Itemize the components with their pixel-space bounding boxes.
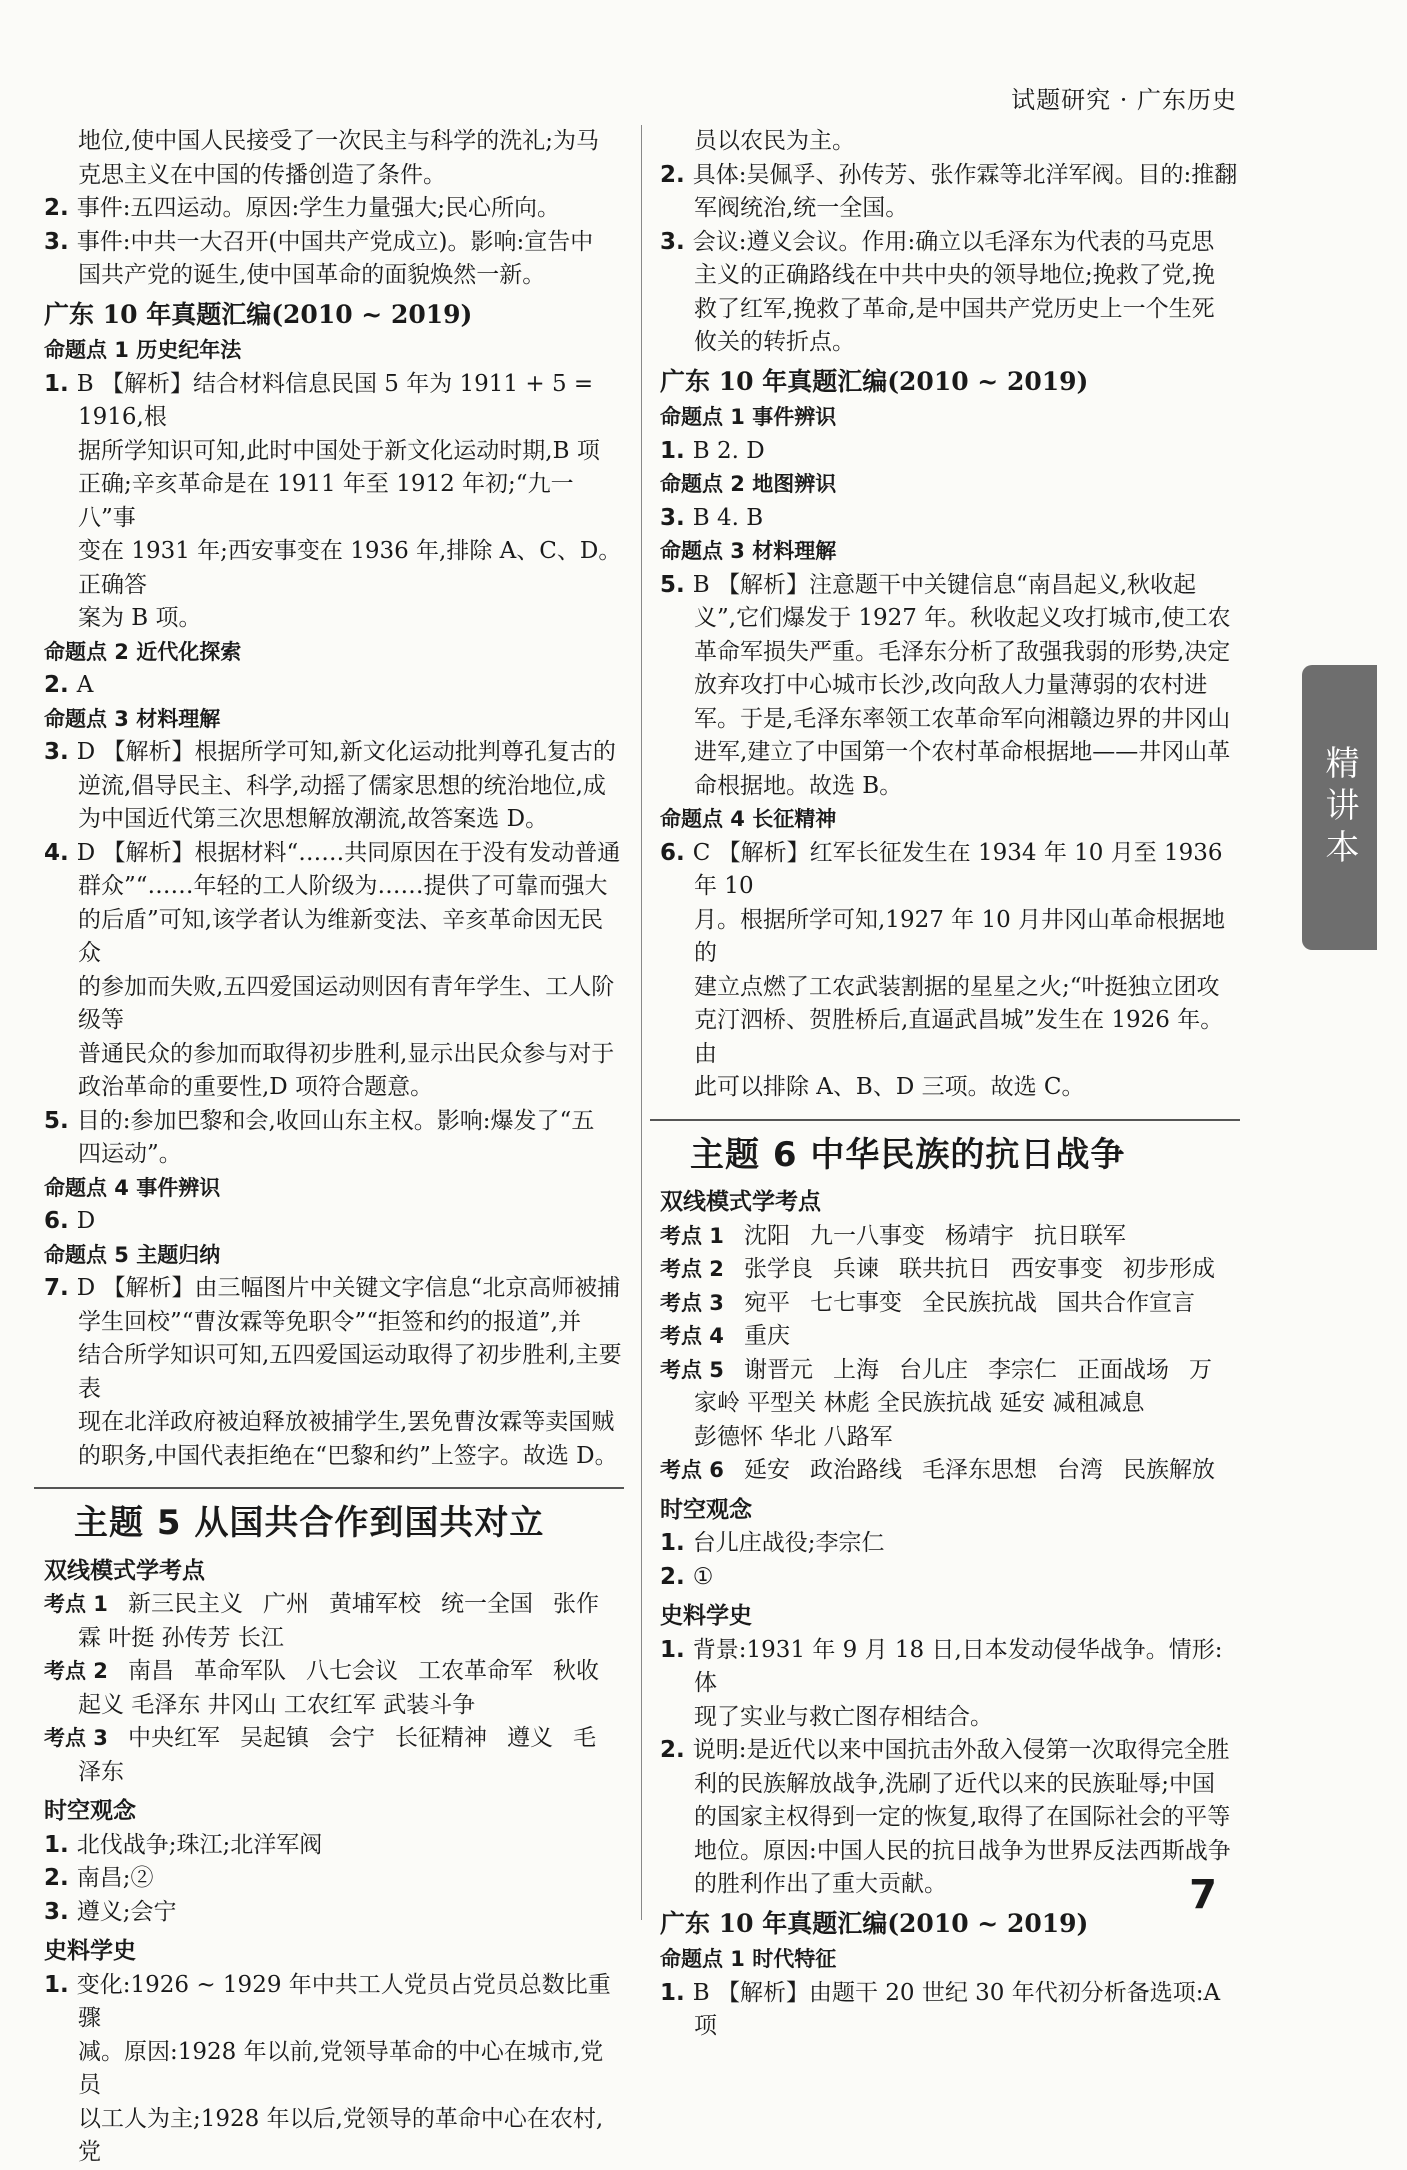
key-term: 西安事变 xyxy=(1010,1256,1103,1282)
key-term: 正面战场 xyxy=(1076,1356,1169,1383)
text-line: 国共产党的诞生,使中国革命的面貌焕然一新。 xyxy=(78,262,546,288)
question-point-heading: 命题点 3 材料理解 xyxy=(660,539,837,563)
topic-title: 主题 6 中华民族的抗日战争 xyxy=(690,1134,1126,1175)
text-line: 现了实业与救亡图存相结合。 xyxy=(694,1703,993,1730)
answer-item xyxy=(660,569,1240,603)
item-number: 3. xyxy=(44,739,77,765)
section-heading: 广东 10 年真题汇编(2010 ~ 2019) xyxy=(660,366,1089,396)
key-point-label: 考点 2 xyxy=(660,1257,724,1281)
key-point-line xyxy=(660,1320,1240,1354)
key-point-label: 考点 3 xyxy=(660,1290,724,1315)
text-line: 的胜利作出了重大贡献。 xyxy=(694,1871,947,1897)
answer-item xyxy=(44,1272,624,1306)
text-line: 以工人为主;1928 年以后,党领导的革命中心在农村,党 xyxy=(78,2105,604,2165)
key-term: 七七事变 xyxy=(809,1289,902,1316)
text-line: 为中国近代第三次思想解放潮流,故答案选 D。 xyxy=(78,806,549,832)
item-number: 1. xyxy=(44,1971,77,1998)
text-line: 进军,建立了中国第一个农村革命根据地——井冈山革 xyxy=(694,739,1231,765)
text-line: 军。于是,毛泽东率领工农革命军向湘赣边界的井冈山 xyxy=(694,705,1231,732)
text-line: 命根据地。故选 B。 xyxy=(694,772,903,799)
text-line: 霖 叶挺 孙传芳 长江 xyxy=(78,1624,284,1651)
key-term: 全民族抗战 xyxy=(921,1289,1037,1316)
key-point-line xyxy=(660,1220,1240,1254)
key-term: 谢晋元 xyxy=(743,1356,813,1383)
item-text: ① xyxy=(692,1563,714,1590)
text-line: 据所学知识可知,此时中国处于新文化运动时期,B 项 xyxy=(78,437,600,464)
text-line: 减。原因:1928 年以前,党领导革命的中心在城市,党员 xyxy=(78,2038,604,2098)
section-heading: 广东 10 年真题汇编(2010 ~ 2019) xyxy=(44,299,473,329)
text-line: 月。根据所学可知,1927 年 10 月井冈山革命根据地的 xyxy=(694,906,1226,966)
key-term: 中央红军 xyxy=(127,1725,220,1751)
item-text: A xyxy=(76,672,94,698)
key-term: 杨靖宇 xyxy=(944,1222,1014,1249)
item-text: B 【解析】结合材料信息民国 5 年为 1911 + 5 = 1916,根 xyxy=(76,370,594,430)
key-term: 九一八事变 xyxy=(809,1222,925,1249)
answer-item xyxy=(44,1829,624,1863)
item-text: 变化:1926 ~ 1929 年中共工人党员占党员总数比重骤 xyxy=(76,1971,611,2031)
topic-rule xyxy=(650,1119,1240,1121)
column-divider xyxy=(641,125,642,1920)
key-term: 张学良 xyxy=(743,1256,813,1282)
key-point-label: 考点 1 xyxy=(660,1223,724,1248)
question-point-heading: 命题点 5 主题归纳 xyxy=(44,1242,221,1267)
text-line: 义”,它们爆发于 1927 年。秋收起义攻打城市,使工农 xyxy=(694,605,1231,631)
text-line: 逆流,倡导民主、科学,动摇了儒家思想的统治地位,成 xyxy=(78,772,606,799)
answer-item xyxy=(44,368,624,435)
key-term: 延安 xyxy=(743,1457,790,1483)
answer-item xyxy=(660,1527,1240,1561)
key-term: 宛平 xyxy=(743,1289,790,1316)
key-point-line xyxy=(660,1253,1240,1287)
subsection-heading: 双线模式学考点 xyxy=(660,1189,821,1215)
answer-item xyxy=(44,1205,624,1239)
running-header: 试题研究 · 广东历史 xyxy=(1011,86,1237,114)
item-text: B 4. B xyxy=(692,504,764,531)
key-point-label: 考点 4 xyxy=(660,1324,724,1348)
item-text: 事件:五四运动。原因:学生力量强大;民心所向。 xyxy=(76,195,560,221)
item-number: 5. xyxy=(44,1107,77,1134)
key-point-line xyxy=(660,1454,1240,1488)
subsection-heading: 时空观念 xyxy=(44,1798,136,1824)
answer-item xyxy=(660,159,1240,193)
item-number: 1. xyxy=(660,1979,693,2006)
question-point-heading: 命题点 4 长征精神 xyxy=(660,807,837,831)
text-line: 此可以排除 A、B、D 三项。故选 C。 xyxy=(694,1074,1085,1100)
text-line: 四运动”。 xyxy=(78,1141,182,1167)
item-number: 2. xyxy=(660,161,693,188)
text-line: 政治革命的重要性,D 项符合题意。 xyxy=(78,1074,434,1100)
key-term: 秋收 xyxy=(552,1658,599,1684)
item-number: 4. xyxy=(44,839,77,866)
key-term: 台儿庄 xyxy=(898,1356,968,1383)
key-term: 新三民主义 xyxy=(127,1591,243,1617)
item-number: 1. xyxy=(44,1831,77,1858)
text-line: 的后盾”可知,该学者认为维新变法、辛亥革命因无民众 xyxy=(78,906,604,966)
text-line: 地位。原因:中国人民的抗日战争为世界反法西斯战争 xyxy=(694,1837,1231,1864)
key-point-label: 考点 1 xyxy=(44,1592,108,1616)
item-text: D 【解析】由三幅图片中关键文字信息“北京高师被捕 xyxy=(76,1275,621,1301)
key-term: 上海 xyxy=(832,1356,879,1383)
key-term: 广州 xyxy=(262,1591,309,1617)
text-line: 利的民族解放战争,洗刷了近代以来的民族耻辱;中国 xyxy=(694,1770,1216,1797)
key-term: 张作 xyxy=(552,1591,599,1617)
key-term: 台湾 xyxy=(1056,1457,1103,1483)
text-line: 彭德怀 华北 八路军 xyxy=(694,1423,893,1450)
text-line: 正确;辛亥革命是在 1911 年至 1912 年初;“九一八”事 xyxy=(78,471,574,531)
text-line: 革命军损失严重。毛泽东分析了敌强我弱的形势,决定 xyxy=(694,638,1231,665)
item-text: 南昌;② xyxy=(76,1865,154,1891)
item-number: 3. xyxy=(44,228,77,255)
key-point-line xyxy=(660,1354,1240,1388)
left-column xyxy=(44,125,624,2170)
item-text: C 【解析】红军长征发生在 1934 年 10 月至 1936 年 10 xyxy=(692,839,1223,899)
text-line: 案为 B 项。 xyxy=(78,605,202,631)
key-point-label: 考点 5 xyxy=(660,1357,724,1382)
text-line: 地位,使中国人民接受了一次民主与科学的洗礼;为马 xyxy=(78,128,600,154)
key-term: 八七会议 xyxy=(305,1658,398,1684)
item-number: 3. xyxy=(44,1898,77,1925)
topic-title: 主题 5 从国共合作到国共对立 xyxy=(74,1503,545,1543)
item-number: 7. xyxy=(44,1275,77,1301)
key-point-label: 考点 6 xyxy=(660,1458,724,1482)
key-term: 兵谏 xyxy=(832,1256,879,1282)
text-line: 变在 1931 年;西安事变在 1936 年,排除 A、C、D。正确答 xyxy=(78,538,622,598)
question-point-heading: 命题点 4 事件辨识 xyxy=(44,1175,221,1200)
text-line: 现在北洋政府被迫释放被捕学生,罢免曹汝霖等卖国贼 xyxy=(78,1409,615,1435)
key-term: 政治路线 xyxy=(809,1457,902,1483)
answer-item xyxy=(44,669,624,703)
item-number: 1. xyxy=(660,1636,693,1663)
item-number: 2. xyxy=(44,672,77,698)
subsection-heading: 史料学史 xyxy=(44,1938,136,1964)
item-number: 1. xyxy=(44,370,77,397)
key-term: 革命军队 xyxy=(193,1658,286,1684)
key-term: 毛 xyxy=(572,1725,596,1751)
text-line: 泽东 xyxy=(78,1758,124,1785)
subsection-heading: 双线模式学考点 xyxy=(44,1557,205,1584)
key-term: 万 xyxy=(1188,1356,1212,1383)
item-number: 1. xyxy=(660,437,693,464)
question-point-heading: 命题点 2 地图辨识 xyxy=(660,472,837,496)
answer-item xyxy=(44,837,624,871)
item-text: 北伐战争;珠江;北洋军阀 xyxy=(76,1831,323,1858)
key-term: 吴起镇 xyxy=(239,1725,309,1751)
item-text: 遵义;会宁 xyxy=(76,1898,177,1925)
key-point-line xyxy=(44,1588,624,1622)
section-heading: 广东 10 年真题汇编(2010 ~ 2019) xyxy=(660,1908,1089,1938)
answer-item xyxy=(660,1561,1240,1595)
item-number: 3. xyxy=(660,228,693,255)
text-line: 结合所学知识可知,五四爱国运动取得了初步胜利,主要表 xyxy=(78,1342,622,1402)
page-number: 7 xyxy=(1189,1872,1217,1918)
key-term: 联共抗日 xyxy=(898,1256,991,1282)
right-column xyxy=(660,125,1240,2044)
key-term: 李宗仁 xyxy=(987,1356,1057,1383)
text-line: 的职务,中国代表拒绝在“巴黎和约”上签字。故选 D。 xyxy=(78,1442,618,1469)
answer-item xyxy=(44,1105,624,1139)
item-number: 6. xyxy=(660,839,693,866)
answer-item xyxy=(660,226,1240,260)
question-point-heading: 命题点 1 事件辨识 xyxy=(660,405,837,429)
text-line: 学生回校”“曹汝霖等免职令”“拒签和约的报道”,并 xyxy=(78,1308,582,1335)
text-line: 救了红军,挽救了革命,是中国共产党历史上一个生死 xyxy=(694,295,1215,322)
text-line: 主义的正确路线在中共中央的领导地位;挽救了党,挽 xyxy=(694,262,1216,288)
key-term: 重庆 xyxy=(743,1323,790,1349)
subsection-heading: 时空观念 xyxy=(660,1496,752,1523)
key-point-line xyxy=(44,1722,624,1756)
text-line: 群众”“……年轻的工人阶级为……提供了可靠而强大 xyxy=(78,873,608,899)
item-text: D 【解析】根据所学可知,新文化运动批判尊孔复古的 xyxy=(76,739,616,765)
item-text: 背景:1931 年 9 月 18 日,日本发动侵华战争。情形:体 xyxy=(692,1636,1223,1696)
item-number: 1. xyxy=(660,1530,693,1556)
question-point-heading: 命题点 1 时代特征 xyxy=(660,1947,837,1971)
subsection-heading: 史料学史 xyxy=(660,1603,752,1629)
answer-item xyxy=(44,192,624,226)
key-term: 会宁 xyxy=(328,1725,375,1751)
item-text: B 【解析】由题干 20 世纪 30 年代初分析备选项:A 项 xyxy=(692,1979,1221,2039)
item-number: 2. xyxy=(660,1737,693,1763)
key-term: 民族解放 xyxy=(1122,1457,1215,1483)
key-term: 长征精神 xyxy=(394,1725,487,1751)
question-point-heading: 命题点 3 材料理解 xyxy=(44,706,221,731)
text-line: 家岭 平型关 林彪 全民族抗战 延安 减租减息 xyxy=(694,1390,1145,1416)
text-line: 克思主义在中国的传播创造了条件。 xyxy=(78,161,446,188)
item-number: 2. xyxy=(660,1563,693,1590)
item-number: 2. xyxy=(44,195,77,221)
answer-item xyxy=(44,1969,624,2036)
item-number: 2. xyxy=(44,1865,77,1891)
answer-item xyxy=(660,1734,1240,1768)
answer-item xyxy=(44,226,624,260)
key-term: 黄埔军校 xyxy=(328,1591,421,1617)
item-text: 具体:吴佩孚、孙传芳、张作霖等北洋军阀。目的:推翻 xyxy=(692,161,1238,188)
item-text: 说明:是近代以来中国抗击外敌入侵第一次取得完全胜 xyxy=(692,1737,1230,1763)
text-line: 员以农民为主。 xyxy=(694,128,855,154)
text-line: 攸关的转折点。 xyxy=(694,329,855,355)
side-tab: 精讲本 xyxy=(1302,665,1377,950)
item-text: B 【解析】注意题干中关键信息“南昌起义,秋收起 xyxy=(692,571,1197,598)
key-point-label: 考点 2 xyxy=(44,1659,108,1683)
item-number: 6. xyxy=(44,1208,77,1234)
answer-item xyxy=(660,837,1240,904)
key-term: 南昌 xyxy=(127,1658,174,1684)
key-term: 国共合作宣言 xyxy=(1056,1289,1195,1316)
answer-item xyxy=(660,435,1240,469)
key-term: 统一全国 xyxy=(440,1591,533,1617)
answer-item xyxy=(660,1634,1240,1701)
item-text: D xyxy=(76,1208,96,1234)
answer-item xyxy=(660,1977,1240,2044)
key-term: 遵义 xyxy=(506,1725,553,1751)
text-line: 起义 毛泽东 井冈山 工农红军 武装斗争 xyxy=(78,1691,476,1718)
item-number: 5. xyxy=(660,571,693,598)
text-line: 普通民众的参加而取得初步胜利,显示出民众参与对于 xyxy=(78,1040,615,1067)
item-text: 事件:中共一大召开(中国共产党成立)。影响:宣告中 xyxy=(76,228,594,255)
item-number: 3. xyxy=(660,504,693,531)
text-line: 的国家主权得到一定的恢复,取得了在国际社会的平等 xyxy=(694,1804,1231,1830)
key-term: 初步形成 xyxy=(1122,1256,1215,1282)
answer-item xyxy=(44,1896,624,1930)
answer-item xyxy=(660,502,1240,536)
item-text: D 【解析】根据材料“……共同原因在于没有发动普通 xyxy=(76,839,621,866)
text-line: 克汀泗桥、贺胜桥后,直逼武昌城”发生在 1926 年。由 xyxy=(694,1007,1224,1067)
text-line: 放弃攻打中心城市长沙,改向敌人力量薄弱的农村进 xyxy=(694,672,1208,698)
key-term: 毛泽东思想 xyxy=(921,1457,1037,1483)
question-point-heading: 命题点 2 近代化探索 xyxy=(44,639,242,664)
question-point-heading: 命题点 1 历史纪年法 xyxy=(44,338,242,362)
item-text: 台儿庄战役;李宗仁 xyxy=(692,1530,885,1556)
answer-item xyxy=(44,736,624,770)
key-term: 抗日联军 xyxy=(1033,1222,1126,1249)
topic-rule xyxy=(34,1487,624,1489)
key-term: 工农革命军 xyxy=(417,1658,533,1684)
key-point-label: 考点 3 xyxy=(44,1726,108,1750)
item-text: B 2. D xyxy=(692,437,765,464)
key-point-line xyxy=(660,1287,1240,1321)
item-text: 会议:遵义会议。作用:确立以毛泽东为代表的马克思 xyxy=(692,228,1215,255)
key-point-line xyxy=(44,1655,624,1689)
text-line: 的参加而失败,五四爱国运动则因有青年学生、工人阶级等 xyxy=(78,973,615,1033)
item-text: 目的:参加巴黎和会,收回山东主权。影响:爆发了“五 xyxy=(76,1107,595,1134)
text-line: 军阀统治,统一全国。 xyxy=(694,195,909,221)
text-line: 建立点燃了工农武装割据的星星之火;“叶挺独立团攻 xyxy=(694,973,1220,1000)
key-term: 沈阳 xyxy=(743,1222,790,1249)
answer-item xyxy=(44,1862,624,1896)
